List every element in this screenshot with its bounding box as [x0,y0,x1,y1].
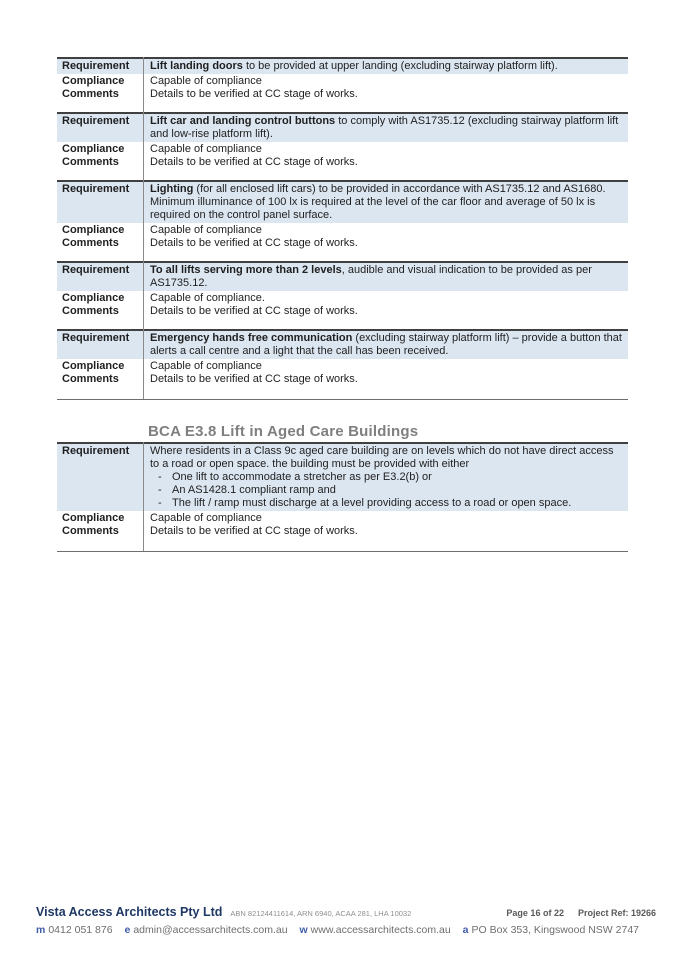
bullet-dash: - [158,497,162,509]
requirement-bold-lead: Lighting [150,183,194,195]
lift-requirements-table [57,57,628,400]
requirement-bullet: - An AS1428.1 compliant ramp and [158,484,336,496]
project-ref: Project Ref: 19266 [577,908,656,918]
page-content [57,57,628,552]
compliance-row [57,223,628,251]
requirement-label: Requirement [62,115,130,127]
website-prefix: w [299,924,308,936]
contact-address: a PO Box 353, Kingswood NSW 2747 [462,924,639,936]
footer-page-info [506,908,656,918]
compliance-label: Compliance Comments [62,512,125,537]
company-name: Vista Access Architects Pty Ltd [36,905,223,919]
section-heading-bca-e38: BCA E3.8 Lift in Aged Care Buildings [148,423,419,440]
compliance-text: Capable of compliance Details to be verified at CC stage of works. [150,75,358,100]
requirement-row [57,442,628,511]
requirement-row [57,112,628,142]
row-spacer [57,170,628,180]
requirement-bold-lead: Lift car and landing control buttons [150,115,336,127]
compliance-row [57,511,628,539]
compliance-row [57,142,628,170]
requirement-rest: to be provided at upper landing (excluding stairway platform lift). [242,60,558,72]
compliance-row [57,291,628,319]
compliance-text: Capable of compliance Details to be verified at CC stage of works. [150,224,358,249]
compliance-label: Compliance Comments [62,224,125,249]
compliance-label: Compliance Comments [62,292,125,317]
requirement-label: Requirement [62,183,130,195]
footer-contacts [36,924,656,936]
requirement-row [57,180,628,223]
row-spacer [57,102,628,112]
page-footer [36,903,656,936]
requirement-intro: Where residents in a Class 9c aged care building are on levels which do not have direct access to a road or open space. the building must be provided with either [150,445,614,470]
requirement-label: Requirement [62,445,130,457]
compliance-text: Capable of compliance Details to be verified at CC stage of works. [150,360,358,385]
requirement-label: Requirement [62,264,130,276]
compliance-text: Capable of compliance Details to be verified at CC stage of works. [150,143,358,168]
requirement-label: Requirement [62,60,130,72]
requirement-row [57,57,628,74]
requirement-rest: (excluding stairway platform lift) – provide a button that alerts a call centre and a light that the call has been received. [150,332,622,357]
row-spacer [57,319,628,329]
footer-company-block [36,903,411,921]
contact-website: w www.accessarchitects.com.au [299,924,451,936]
mobile-prefix: m [36,924,46,936]
requirement-rest: , audible and visual indication to be provided as per AS1735.12. [150,264,592,289]
requirement-text [143,182,628,223]
compliance-row [57,359,628,387]
compliance-text: Capable of compliance Details to be verified at CC stage of works. [150,512,358,537]
contact-mobile: m 0412 051 876 [36,924,113,936]
email-prefix: e [124,924,131,936]
address-prefix: a [462,924,469,936]
table-end-spacer [57,539,628,551]
requirement-text [143,59,628,74]
aged-care-table [57,442,628,552]
compliance-label: Compliance Comments [62,143,125,168]
contact-email: e admin@accessarchitects.com.au [124,924,288,936]
table-end-spacer [57,387,628,399]
requirement-bold-lead: Emergency hands free communication [150,332,353,344]
requirement-label: Requirement [62,332,130,344]
bullet-dash: - [158,484,162,496]
compliance-label: Compliance Comments [62,360,125,385]
compliance-row [57,74,628,102]
page-number: Page 16 of 22 [506,908,564,918]
requirement-bullet: - One lift to accommodate a stretcher as per E3.2(b) or [158,471,432,483]
requirement-rest: to comply with AS1735.12 (excluding stairway platform lift and low-rise platform lift). [150,115,619,140]
requirement-text [143,331,628,359]
requirement-row [57,261,628,291]
requirement-bold-lead: Lift landing doors [150,60,243,72]
footer-line-1 [36,903,656,921]
requirement-bullet: - The lift / ramp must discharge at a level providing access to a road or open space. [158,497,572,509]
requirement-text [143,263,628,291]
requirement-bold-lead: To all lifts serving more than 2 levels [150,264,342,276]
compliance-label: Compliance Comments [62,75,125,100]
row-spacer [57,251,628,261]
requirement-text [143,444,628,511]
bullet-dash: - [158,471,162,483]
requirement-rest: (for all enclosed lift cars) to be provided in accordance with AS1735.12 and AS1680. Minimum illuminance of 100 lx is required at the level of the car floor and average of 50 lx is required on the control panel surface. [150,183,606,221]
company-registration: ABN 82124411614, ARN 6940, ACAA 281, LHA 10032 [230,909,412,918]
requirement-text [143,114,628,142]
compliance-text: Capable of compliance. Details to be verified at CC stage of works. [150,292,358,317]
requirement-row [57,329,628,359]
